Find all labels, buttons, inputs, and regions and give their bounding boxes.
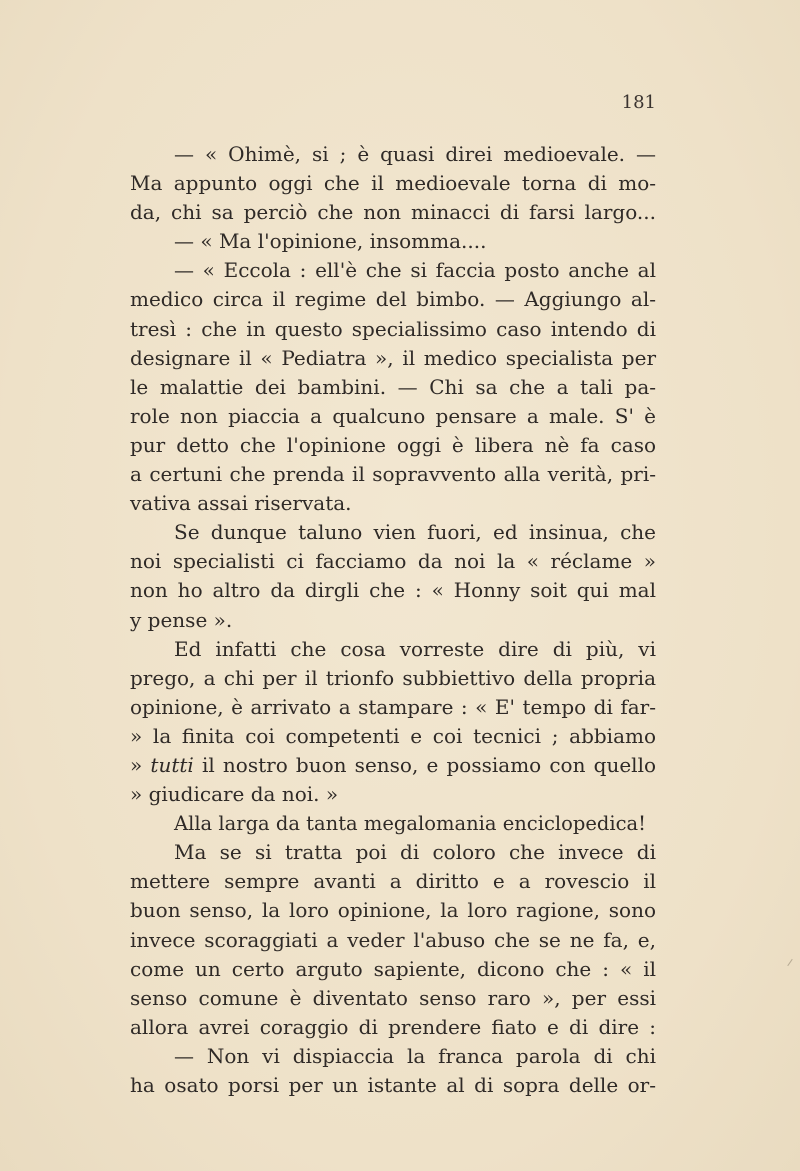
text-line: Se dunque taluno vien fuori, ed insinua, che [174, 520, 656, 545]
italic-word: tutti [150, 752, 194, 777]
text-line: senso comune è diventato senso raro », per essi [130, 985, 656, 1010]
text-line: invece scoraggiati a veder l'abuso che se ne fa, e, [130, 927, 656, 952]
text-line: medico circa il regime del bimbo. — Aggiungo al- [130, 287, 656, 312]
text-line: — « Eccola : ell'è che si faccia posto anche al [174, 258, 656, 283]
text-line: allora avrei coraggio di prendere fiato e di dire : [130, 1014, 656, 1039]
text-segment: » [130, 752, 151, 777]
text-line: opinione, è arrivato a stampare : « E' tempo di far- [130, 694, 656, 719]
text-line: a certuni che prenda il sopravvento alla verità, pri- [130, 462, 656, 487]
text-line: role non piaccia a qualcuno pensare a male. S' è [130, 403, 656, 428]
text-line: mettere sempre avanti a diritto e a rovescio il [130, 869, 656, 894]
text-line: le malattie dei bambini. — Chi sa che a tali pa- [130, 374, 656, 399]
page-number: 181 [621, 92, 656, 113]
text-line: » giudicare da noi. » [130, 782, 339, 807]
text-line: » la finita coi competenti e coi tecnici ; abbiamo [130, 723, 656, 748]
text-line: come un certo arguto sapiente, dicono che : « il [130, 956, 656, 981]
text-line: — « Ma l'opinione, insomma.... [174, 229, 487, 254]
text-line: vativa assai riservata. [130, 491, 352, 516]
text-line: da, chi sa perciò che non minacci di farsi largo... [130, 200, 656, 225]
text-line: — Non vi dispiaccia la franca parola di chi [174, 1043, 656, 1068]
text-line: prego, a chi per il trionfo subbiettivo della propria [130, 665, 656, 690]
text-line: ha osato porsi per un istante al di sopra delle or- [130, 1073, 656, 1097]
margin-mark [787, 959, 792, 966]
text-line: Alla larga da tanta megalomania enciclopedica! [174, 812, 646, 836]
text-line: noi specialisti ci facciamo da noi la « réclame » [130, 549, 656, 574]
text-segment: il nostro buon senso, e possiamo con quello [193, 752, 657, 777]
body-text [130, 140, 656, 1100]
text-line: y pense ». [130, 607, 233, 632]
text-line [130, 751, 656, 780]
text-line: Ma se si tratta poi di coloro che invece di [174, 840, 656, 865]
text-line: Ed infatti che cosa vorreste dire di più, vi [174, 636, 656, 661]
text-line: — « Ohimè, si ; è quasi direi medioevale. — [174, 142, 656, 166]
text-line: buon senso, la loro opinione, la loro ragione, sono [130, 898, 656, 923]
text-line: Ma appunto oggi che il medioevale torna di mo- [130, 171, 656, 196]
text-line: tresì : che in questo specialissimo caso intendo di [130, 316, 656, 341]
text-line: designare il « Pediatra », il medico specialista per [130, 345, 656, 370]
text-line: non ho altro da dirgli che : « Honny soit qui mal [130, 578, 656, 603]
text-line: pur detto che l'opinione oggi è libera nè fa caso [130, 432, 656, 457]
